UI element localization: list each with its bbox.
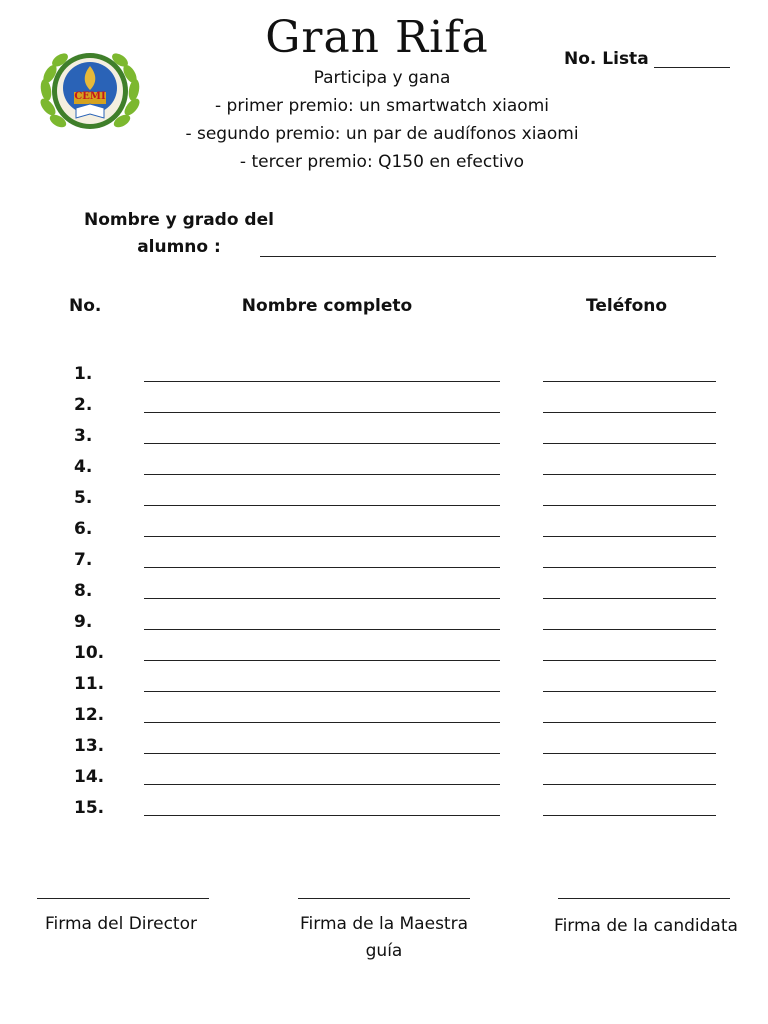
list-number-field[interactable] bbox=[654, 67, 730, 68]
row-phone-field[interactable] bbox=[543, 536, 716, 537]
row-number: 8. bbox=[74, 581, 93, 601]
row-phone-field[interactable] bbox=[543, 381, 716, 382]
table-row bbox=[0, 488, 768, 518]
row-name-field[interactable] bbox=[144, 660, 500, 661]
row-number: 11. bbox=[74, 674, 105, 694]
row-name-field[interactable] bbox=[144, 536, 500, 537]
table-row bbox=[0, 581, 768, 611]
row-number: 1. bbox=[74, 364, 93, 384]
row-phone-field[interactable] bbox=[543, 629, 716, 630]
column-header-number: No. bbox=[69, 296, 102, 316]
row-number: 12. bbox=[74, 705, 105, 725]
table-row bbox=[0, 519, 768, 549]
row-name-field[interactable] bbox=[144, 567, 500, 568]
row-name-field[interactable] bbox=[144, 753, 500, 754]
table-row bbox=[0, 643, 768, 673]
prize-second: - segundo premio: un par de audífonos xiaomi bbox=[185, 124, 579, 144]
table-row bbox=[0, 736, 768, 766]
list-number-label: No. Lista bbox=[564, 49, 649, 69]
row-name-field[interactable] bbox=[144, 722, 500, 723]
row-phone-field[interactable] bbox=[543, 784, 716, 785]
row-name-field[interactable] bbox=[144, 505, 500, 506]
table-row bbox=[0, 457, 768, 487]
table-row bbox=[0, 612, 768, 642]
row-phone-field[interactable] bbox=[543, 598, 716, 599]
candidate-signature-label: Firma de la candidata bbox=[554, 916, 738, 936]
row-number: 10. bbox=[74, 643, 105, 663]
table-row bbox=[0, 364, 768, 394]
row-phone-field[interactable] bbox=[543, 412, 716, 413]
row-number: 3. bbox=[74, 426, 93, 446]
row-name-field[interactable] bbox=[144, 381, 500, 382]
student-label-line2: alumno : bbox=[137, 237, 221, 257]
row-name-field[interactable] bbox=[144, 691, 500, 692]
row-phone-field[interactable] bbox=[543, 753, 716, 754]
row-phone-field[interactable] bbox=[543, 660, 716, 661]
row-name-field[interactable] bbox=[144, 443, 500, 444]
candidate-signature-field[interactable] bbox=[558, 898, 730, 899]
row-name-field[interactable] bbox=[144, 784, 500, 785]
student-name-grade-field[interactable] bbox=[260, 256, 716, 257]
row-phone-field[interactable] bbox=[543, 691, 716, 692]
table-row bbox=[0, 395, 768, 425]
row-phone-field[interactable] bbox=[543, 722, 716, 723]
row-number: 5. bbox=[74, 488, 93, 508]
director-signature-label: Firma del Director bbox=[44, 914, 197, 934]
table-row bbox=[0, 550, 768, 580]
row-number: 9. bbox=[74, 612, 93, 632]
table-row bbox=[0, 705, 768, 735]
student-label-line1: Nombre y grado del bbox=[84, 210, 274, 230]
subtitle: Participa y gana bbox=[313, 68, 451, 88]
page-title: Gran Rifa bbox=[265, 12, 489, 63]
row-phone-field[interactable] bbox=[543, 474, 716, 475]
row-phone-field[interactable] bbox=[543, 815, 716, 816]
row-number: 2. bbox=[74, 395, 93, 415]
row-name-field[interactable] bbox=[144, 629, 500, 630]
row-number: 4. bbox=[74, 457, 93, 477]
row-phone-field[interactable] bbox=[543, 443, 716, 444]
table-row bbox=[0, 426, 768, 456]
table-row bbox=[0, 674, 768, 704]
logo-text: CEMI bbox=[74, 91, 106, 102]
column-header-phone: Teléfono bbox=[586, 296, 668, 316]
row-number: 15. bbox=[74, 798, 105, 818]
column-header-name: Nombre completo bbox=[241, 296, 413, 316]
table-row bbox=[0, 798, 768, 828]
row-number: 7. bbox=[74, 550, 93, 570]
teacher-signature-field[interactable] bbox=[298, 898, 470, 899]
student-name-grade-label bbox=[72, 207, 286, 261]
director-signature-field[interactable] bbox=[37, 898, 209, 899]
row-phone-field[interactable] bbox=[543, 567, 716, 568]
teacher-signature-label: Firma de la Maestra guía bbox=[299, 914, 468, 961]
row-name-field[interactable] bbox=[144, 598, 500, 599]
row-name-field[interactable] bbox=[144, 815, 500, 816]
row-name-field[interactable] bbox=[144, 474, 500, 475]
prize-first: - primer premio: un smartwatch xiaomi bbox=[215, 96, 549, 116]
row-number: 13. bbox=[74, 736, 105, 756]
row-phone-field[interactable] bbox=[543, 505, 716, 506]
prize-third: - tercer premio: Q150 en efectivo bbox=[239, 152, 525, 172]
row-name-field[interactable] bbox=[144, 412, 500, 413]
row-number: 14. bbox=[74, 767, 105, 787]
table-row bbox=[0, 767, 768, 797]
row-number: 6. bbox=[74, 519, 93, 539]
